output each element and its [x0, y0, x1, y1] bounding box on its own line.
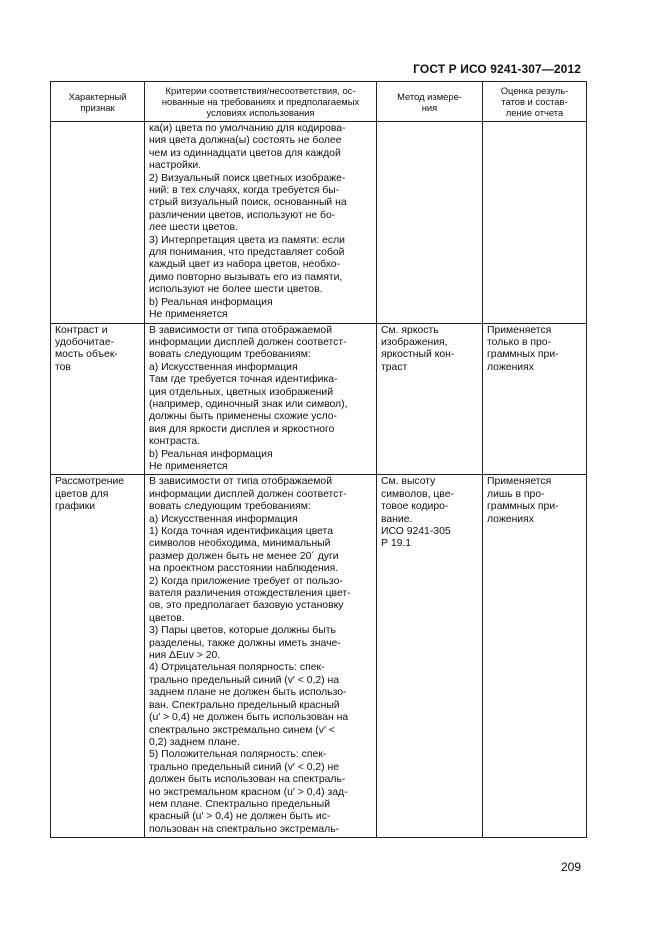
row-evaluation-cell — [483, 323, 587, 475]
cell-text-line: стрый визуальный поиск, основанный на — [149, 197, 347, 209]
cell-text-line: вание. — [381, 513, 413, 525]
cell-text-line: димо повторно вызывать его из памяти, — [149, 271, 343, 283]
cell-text-line: спектрально экстремально синем (v′ < — [149, 724, 335, 736]
requirements-table — [50, 81, 587, 838]
cell-text-line: трально предельный синий (v′ < 0,2) не — [149, 761, 340, 773]
cell-text-line: товое кодиро- — [381, 501, 449, 513]
table-row — [51, 475, 587, 838]
cell-text-line: b) Реальная информация — [149, 296, 273, 308]
cell-text-line: но экстремальном красном (u′ > 0,4) зад- — [149, 786, 348, 798]
cell-text-line: на проектном расстоянии наблюдения. — [149, 563, 339, 575]
cell-text-line: Применяется — [487, 324, 552, 336]
header-method — [377, 82, 483, 122]
cell-text-line: граммных при- — [487, 501, 559, 513]
cell-text-line: изображения, — [381, 336, 448, 348]
cell-text-line: цветов. — [149, 612, 185, 624]
header-criteria — [145, 82, 377, 122]
cell-text-line: Оценка резуль- — [500, 85, 569, 96]
cell-text-line: тов — [55, 361, 71, 373]
cell-text-line: ван. Спектрально предельный красный — [149, 699, 340, 711]
row-feature-cell — [51, 475, 145, 838]
cell-text-line: мость объек- — [55, 349, 118, 361]
cell-text-line: b) Реальная информация — [149, 448, 273, 460]
cell-text-line: Контраст и — [55, 324, 108, 336]
cell-text-line: цветов для — [55, 488, 109, 500]
cell-text-line: В зависимости от типа отображаемой — [149, 476, 333, 488]
cell-text-line: лее шести цветов. — [149, 222, 238, 234]
cell-text-line: вовать следующим требованиям: — [149, 501, 311, 513]
cell-text-line: ложениях — [487, 513, 534, 525]
cell-text-line: 4) Отрицательная полярность: спек- — [149, 662, 325, 674]
cell-text-line: См. яркость — [381, 324, 439, 336]
cell-text-line: (например, одиночный знак или символ), — [149, 398, 348, 410]
row-evaluation-cell — [483, 475, 587, 838]
cell-text-line: ов, это предполагает базовую установку — [149, 600, 344, 612]
row-evaluation-cell — [483, 122, 587, 324]
cell-text-line: ция отдельных, цветных изображений — [149, 386, 334, 398]
row-criteria-cell — [145, 323, 377, 475]
cell-text-line: (u′ > 0,4) не должен быть использован на — [149, 712, 349, 724]
header-evaluation — [483, 82, 587, 122]
cell-text-line: удобочитае- — [55, 336, 115, 348]
cell-text-line: 3) Интерпретация цвета из памяти: если — [149, 234, 345, 246]
cell-text-line: Там где требуется точная идентифика- — [149, 374, 338, 386]
table-header-row — [51, 82, 587, 122]
table-row — [51, 122, 587, 324]
cell-text-line: Рассмотрение — [55, 476, 125, 488]
cell-text-line: разделены, также должны иметь значе- — [149, 637, 341, 649]
cell-text-line: размер должен быть не менее 20´ дуги — [149, 550, 339, 562]
page-number: 209 — [560, 860, 581, 874]
cell-text-line: нем плане. Спектрально предельный — [149, 798, 331, 810]
cell-text-line: 5) Положительная полярность: спек- — [149, 749, 327, 761]
cell-text-line: заднем плане не должен быть использо- — [149, 687, 347, 699]
cell-text-line: Р 19.1 — [381, 538, 412, 550]
cell-text-line: ка(и) цвета по умолчанию для кодирова- — [149, 123, 346, 134]
cell-text-line: различении цветов, используют не бо- — [149, 209, 336, 221]
cell-text-line: ния ΔEuv > 20. — [149, 650, 221, 662]
row-feature-cell — [51, 122, 145, 324]
cell-text-line: 0,2) заднем плане. — [149, 736, 240, 748]
cell-text-line: ление отчета — [505, 107, 564, 118]
cell-text-line: вия для яркости дисплея и яркостного — [149, 423, 335, 435]
document-standard-header: ГОСТ Р ИСО 9241-307—2012 — [413, 62, 581, 76]
cell-text-line: Применяется — [487, 476, 552, 488]
cell-text-line: настройки. — [149, 160, 202, 172]
cell-text-line: 3) Пары цветов, которые должны быть — [149, 625, 336, 637]
cell-text-line: должен быть использован на спектраль- — [149, 774, 346, 786]
cell-text-line: для понимания, что представляет собой — [149, 247, 345, 259]
cell-text-line: нованные на требованиях и предполагаемых — [161, 96, 360, 107]
cell-text-line: ИСО 9241-305 — [381, 526, 451, 537]
row-method-cell — [377, 475, 483, 838]
cell-text-line: информации дисплей должен соответст- — [149, 336, 347, 348]
cell-text-line: татов и состав- — [501, 96, 568, 107]
cell-text-line: Метод измере- — [397, 90, 462, 102]
cell-text-line: графики — [55, 501, 96, 513]
row-criteria-cell — [145, 475, 377, 838]
row-method-cell — [377, 122, 483, 324]
cell-text-line: а) Искусственная информация — [149, 513, 298, 525]
cell-text-line: ложениях — [487, 361, 534, 373]
cell-text-line: ния цвета должна(ы) состоять не более — [149, 135, 342, 147]
cell-text-line: В зависимости от типа отображаемой — [149, 324, 333, 336]
cell-text-line: символов, цве- — [381, 488, 454, 500]
cell-text-line: пользован на спектрально экстремаль- — [149, 823, 340, 835]
cell-text-line: 2) Когда приложение требует от пользо- — [149, 575, 343, 587]
cell-text-line: признак — [80, 101, 115, 113]
row-criteria-cell — [145, 122, 377, 324]
table-row — [51, 323, 587, 475]
cell-text-line: символов необходима, минимальный — [149, 538, 331, 550]
cell-text-line: контраста. — [149, 436, 200, 448]
header-feature — [51, 82, 145, 122]
row-feature-cell — [51, 323, 145, 475]
cell-text-line: вовать следующим требованиям: — [149, 349, 311, 361]
cell-text-line: а) Искусственная информация — [149, 361, 298, 373]
cell-text-line: Не применяется — [149, 460, 228, 472]
cell-text-line: вателя различения отождествления цвет- — [149, 588, 351, 600]
cell-text-line: должны быть применены схожие усло- — [149, 411, 337, 423]
cell-text-line: каждый цвет из набора цветов, необхо- — [149, 259, 341, 271]
cell-text-line: красный (u′ > 0,4) не должен быть ис- — [149, 811, 331, 823]
cell-text-line: 2) Визуальный поиск цветных изображе- — [149, 172, 346, 184]
cell-text-line: используют не более шести цветов. — [149, 284, 323, 296]
cell-text-line: чем из одиннадцати цветов для каждой — [149, 147, 341, 159]
cell-text-line: лишь в про- — [487, 488, 545, 500]
cell-text-line: условиях использования — [206, 107, 315, 118]
cell-text-line: ния — [421, 101, 438, 113]
cell-text-line: только в про- — [487, 336, 552, 348]
cell-text-line: траст — [381, 361, 408, 373]
cell-text-line: граммных при- — [487, 349, 559, 361]
cell-text-line: См. высоту — [381, 476, 436, 488]
cell-text-line: Критерии соответствия/несоответствия, ос- — [165, 85, 356, 96]
cell-text-line: информации дисплей должен соответст- — [149, 488, 347, 500]
cell-text-line: трально предельный синий (v′ < 0,2) на — [149, 674, 340, 686]
cell-text-line: Характерный — [68, 90, 127, 102]
cell-text-line: Не применяется — [149, 309, 228, 321]
cell-text-line: яркостный кон- — [381, 349, 455, 361]
row-method-cell — [377, 323, 483, 475]
cell-text-line: ний: в тех случаях, когда требуется бы- — [149, 185, 340, 197]
cell-text-line: 1) Когда точная идентификация цвета — [149, 526, 333, 537]
